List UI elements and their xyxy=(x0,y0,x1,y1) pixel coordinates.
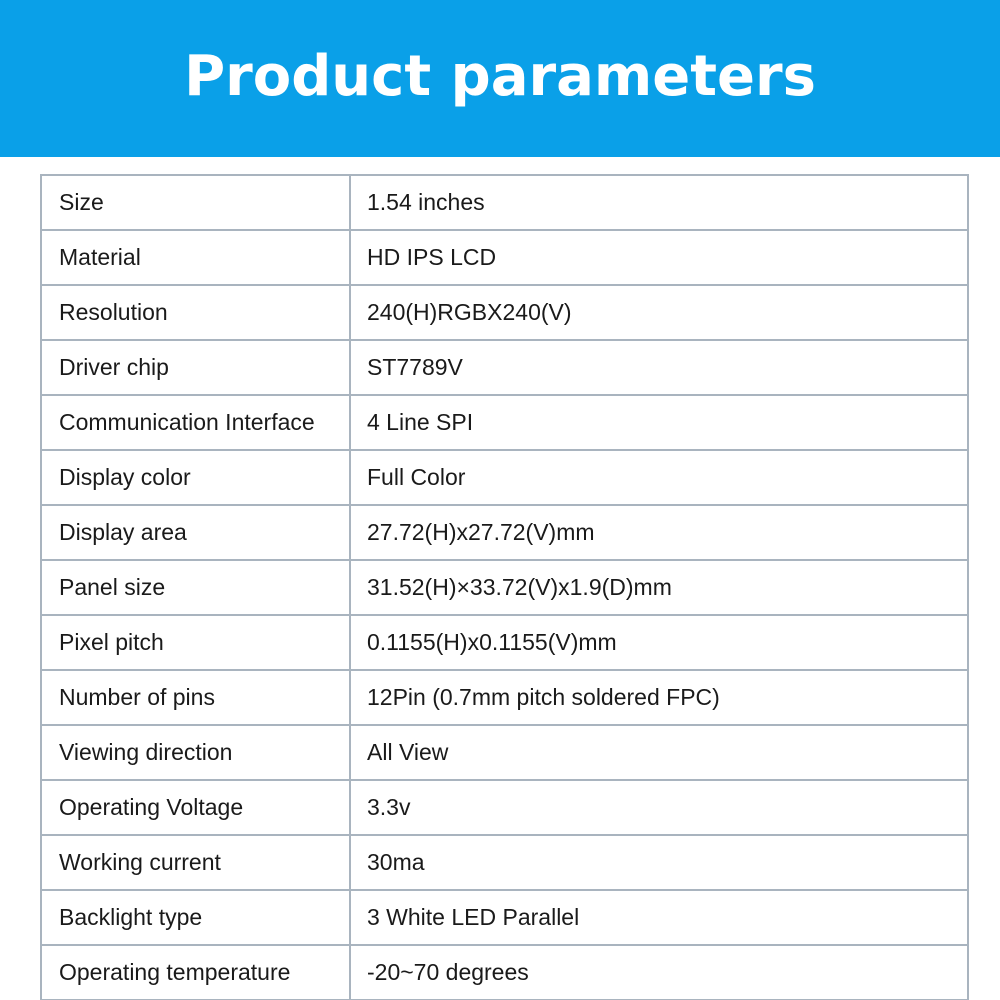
parameter-value: 12Pin (0.7mm pitch soldered FPC) xyxy=(350,670,968,725)
table-row xyxy=(41,505,968,560)
parameter-value: 31.52(H)×33.72(V)x1.9(D)mm xyxy=(350,560,968,615)
parameter-name: Display color xyxy=(41,450,350,505)
table-row xyxy=(41,835,968,890)
table-row xyxy=(41,945,968,1000)
table-row xyxy=(41,175,968,230)
parameter-value: -20~70 degrees xyxy=(350,945,968,1000)
parameters-table-body xyxy=(41,175,968,1000)
table-row xyxy=(41,560,968,615)
parameter-name: Working current xyxy=(41,835,350,890)
table-row xyxy=(41,615,968,670)
page-title: Product parameters xyxy=(184,44,816,109)
parameter-name: Material xyxy=(41,230,350,285)
parameter-name: Resolution xyxy=(41,285,350,340)
parameter-value: 27.72(H)x27.72(V)mm xyxy=(350,505,968,560)
parameter-name: Panel size xyxy=(41,560,350,615)
table-row xyxy=(41,230,968,285)
parameter-name: Display area xyxy=(41,505,350,560)
parameter-value: All View xyxy=(350,725,968,780)
parameter-name: Size xyxy=(41,175,350,230)
parameter-value: 1.54 inches xyxy=(350,175,968,230)
parameter-value: 0.1155(H)x0.1155(V)mm xyxy=(350,615,968,670)
table-row xyxy=(41,285,968,340)
parameters-table xyxy=(40,174,969,1000)
table-row xyxy=(41,890,968,945)
parameter-name: Operating temperature xyxy=(41,945,350,1000)
parameter-value: HD IPS LCD xyxy=(350,230,968,285)
parameter-name: Operating Voltage xyxy=(41,780,350,835)
parameter-value: 30ma xyxy=(350,835,968,890)
table-row xyxy=(41,780,968,835)
parameter-value: 240(H)RGBX240(V) xyxy=(350,285,968,340)
table-row xyxy=(41,395,968,450)
parameter-value: 4 Line SPI xyxy=(350,395,968,450)
parameter-name: Number of pins xyxy=(41,670,350,725)
parameter-name: Pixel pitch xyxy=(41,615,350,670)
parameter-name: Backlight type xyxy=(41,890,350,945)
table-row xyxy=(41,725,968,780)
parameter-name: Driver chip xyxy=(41,340,350,395)
table-row xyxy=(41,340,968,395)
table-row xyxy=(41,450,968,505)
parameter-value: ST7789V xyxy=(350,340,968,395)
parameter-name: Communication Interface xyxy=(41,395,350,450)
header-banner xyxy=(0,0,1000,157)
parameter-value: Full Color xyxy=(350,450,968,505)
parameter-value: 3.3v xyxy=(350,780,968,835)
table-row xyxy=(41,670,968,725)
parameter-name: Viewing direction xyxy=(41,725,350,780)
parameter-value: 3 White LED Parallel xyxy=(350,890,968,945)
